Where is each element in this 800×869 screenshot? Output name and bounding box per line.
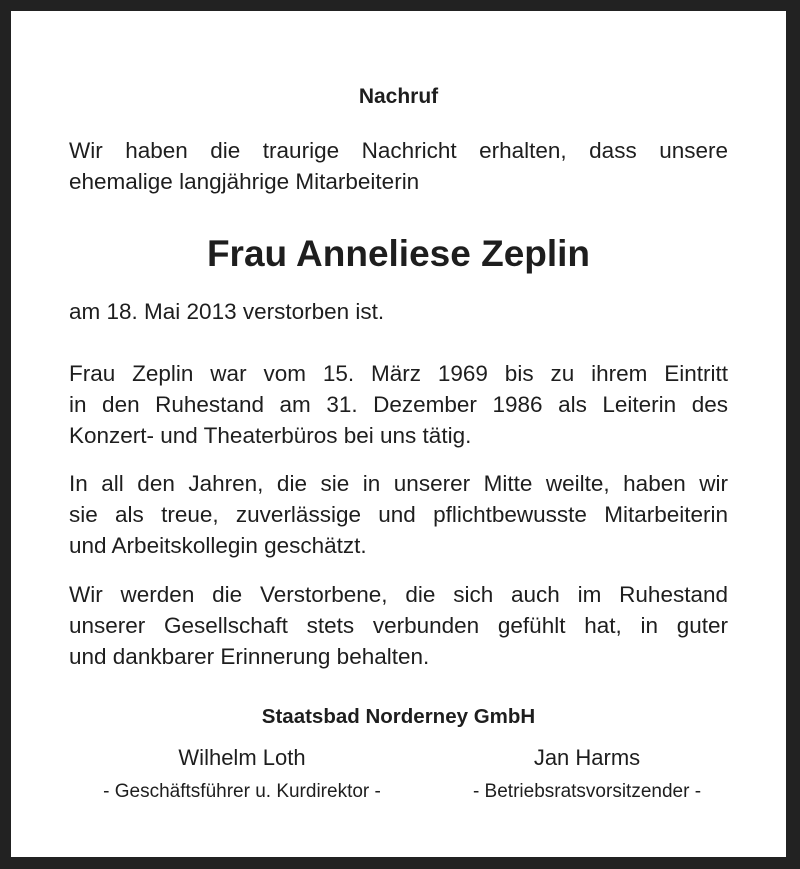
organization-name: Staatsbad Norderney GmbH	[261, 705, 536, 728]
paragraph-line: Konzert- und Theaterbüros bei uns tätig.	[69, 423, 472, 448]
signatory-role: - Geschäftsführer u. Kurdirektor -	[103, 781, 381, 802]
paragraph-line: Frau Zeplin war vom 15. März 1969 bis zu ihrem Eintritt	[69, 361, 728, 386]
paragraph-line: und dankbarer Erinnerung behalten.	[69, 644, 430, 669]
notice-heading: Nachruf	[358, 85, 439, 108]
paragraph-line: und Arbeitskollegin geschätzt.	[69, 533, 367, 558]
paragraph-line: In all den Jahren, die sie in unserer Mitte weilte, haben wir	[69, 471, 728, 496]
death-date-line: am 18. Mai 2013 verstorben ist.	[69, 299, 385, 324]
paragraph-line: Wir werden die Verstorbene, die sich auch im Ruhestand	[69, 582, 728, 607]
signatory-name: Wilhelm Loth	[178, 745, 306, 770]
deceased-name: Frau Anneliese Zeplin	[206, 233, 591, 274]
paragraph-line: sie als treue, zuverlässige und pflichtbewusste Mitarbeiterin	[69, 502, 728, 527]
intro-line-2: ehemalige langjährige Mitarbeiterin	[69, 169, 420, 194]
paragraph-line: unserer Gesellschaft stets verbunden gefühlt hat, in guter	[69, 613, 728, 638]
signatory-name: Jan Harms	[533, 745, 641, 770]
signatory-role: - Betriebsratsvorsitzender -	[472, 781, 702, 802]
intro-line-1: Wir haben die traurige Nachricht erhalten, dass unsere	[69, 138, 728, 163]
paragraph-line: in den Ruhestand am 31. Dezember 1986 als Leiterin des	[69, 392, 728, 417]
obituary-notice	[11, 11, 786, 857]
